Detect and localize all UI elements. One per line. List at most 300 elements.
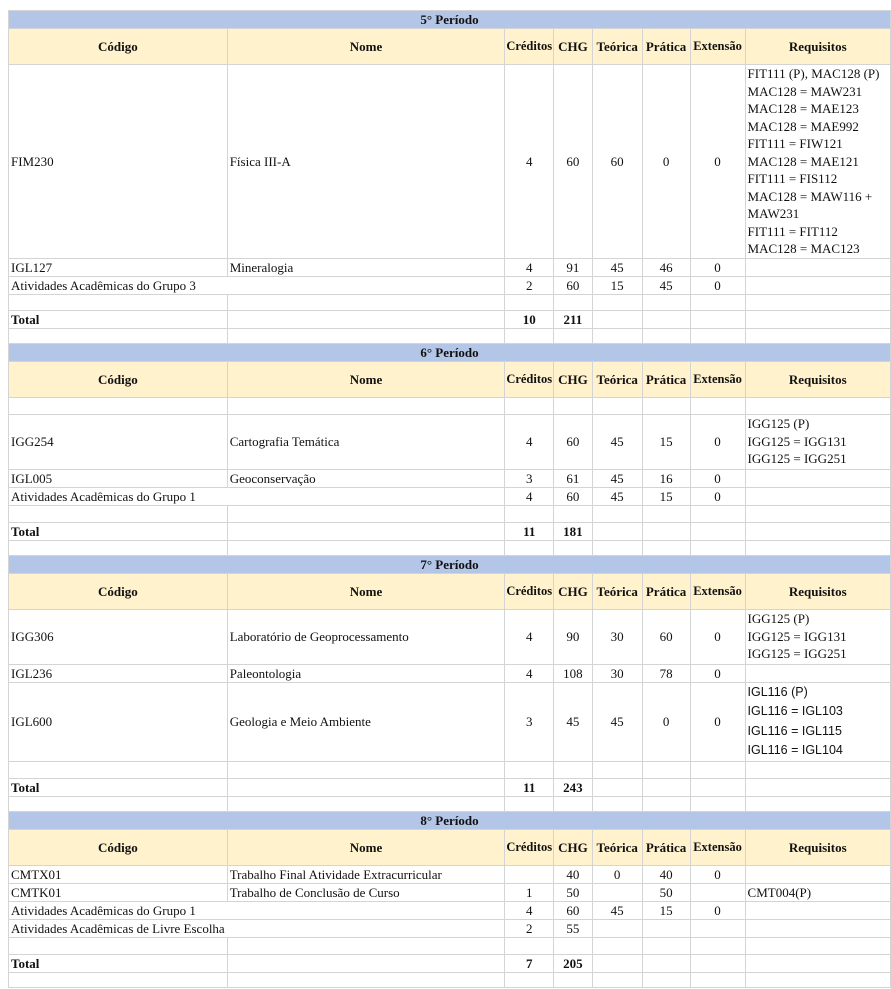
creditos-cell: 4 [505,664,554,682]
column-header: Nome [227,29,505,65]
empty-cell [745,505,890,522]
pratica-cell: 15 [642,487,690,505]
empty-cell [9,973,228,988]
empty-cell [227,294,505,310]
pratica-cell: 46 [642,258,690,276]
total-chg: 243 [554,778,593,796]
creditos-cell: 4 [505,902,554,920]
creditos-cell: 4 [505,414,554,469]
chg-cell: 60 [554,276,593,294]
period-title: 8° Período [9,811,891,829]
requisito-line: IGG125 = IGG251 [747,646,847,662]
column-header: Código [9,29,228,65]
empty-cell [554,938,593,955]
empty-cell [505,796,554,811]
chg-cell: 50 [554,883,593,902]
course-row [9,469,891,487]
requisitos-cell [745,664,890,682]
empty-cell [554,761,593,778]
column-header: Requisitos [745,29,890,65]
pratica-cell: 0 [642,682,690,761]
teorica-cell: 30 [592,609,642,664]
teorica-cell [592,883,642,902]
column-header: Requisitos [745,573,890,609]
extensao-cell: 0 [690,65,745,259]
empty-cell [642,310,690,328]
course-row [9,883,891,902]
pratica-cell: 45 [642,276,690,294]
column-header: Código [9,361,228,397]
teorica-cell: 45 [592,487,642,505]
requisitos-cell [745,276,890,294]
total-creditos: 11 [505,778,554,796]
codigo-cell: Atividades Acadêmicas do Grupo 1 [9,902,228,920]
requisitos-cell [745,865,890,883]
codigo-cell: IGL236 [9,664,228,682]
creditos-cell: 3 [505,682,554,761]
column-header: Requisitos [745,361,890,397]
column-header: Créditos [505,829,554,865]
extensao-cell: 0 [690,682,745,761]
extensao-cell: 0 [690,664,745,682]
chg-cell: 60 [554,65,593,259]
empty-cell [554,505,593,522]
empty-cell [505,938,554,955]
extensao-cell: 0 [690,487,745,505]
pratica-cell: 15 [642,902,690,920]
empty-cell [690,778,745,796]
empty-cell [505,397,554,414]
chg-cell: 91 [554,258,593,276]
empty-cell [227,761,505,778]
empty-cell [592,294,642,310]
nome-cell: Cartografia Temática [227,414,505,469]
empty-cell [592,540,642,555]
empty-cell [9,294,228,310]
codigo-cell: IGL005 [9,469,228,487]
column-header: CHG [554,573,593,609]
empty-cell [227,397,505,414]
teorica-cell: 45 [592,682,642,761]
period-title-row [9,555,891,573]
empty-cell [642,761,690,778]
creditos-cell: 2 [505,920,554,938]
column-header: Nome [227,361,505,397]
empty-cell [227,540,505,555]
codigo-cell: FIM230 [9,65,228,259]
column-header: Nome [227,573,505,609]
empty-cell [642,796,690,811]
pratica-cell: 50 [642,883,690,902]
column-header: Código [9,829,228,865]
requisito-line: MAC128 = MAW116 + MAW231 [747,188,873,221]
requisito-line: FIT111 = FIW121 [747,136,843,151]
column-header: Teórica [592,361,642,397]
requisito-line: MAC128 = MAE992 [747,118,859,134]
course-row [9,865,891,883]
empty-cell [642,540,690,555]
total-row [9,955,891,973]
blank-row [9,505,891,522]
empty-cell [592,328,642,343]
empty-cell [642,294,690,310]
blank-row [9,294,891,310]
empty-cell [745,540,890,555]
empty-cell [592,310,642,328]
pratica-cell: 60 [642,609,690,664]
chg-cell: 90 [554,609,593,664]
empty-cell [592,973,642,988]
column-header: Extensão [690,573,745,609]
empty-cell [690,973,745,988]
empty-cell [745,796,890,811]
requisitos-cell [745,682,890,761]
empty-cell [745,522,890,540]
requisito-line: IGL116 (P) [747,684,808,699]
empty-cell [505,540,554,555]
empty-cell [592,778,642,796]
creditos-cell: 3 [505,469,554,487]
course-row [9,682,891,761]
requisito-line: MAC128 = MAE123 [747,101,859,116]
empty-cell [227,778,505,796]
nome-cell [227,276,505,294]
empty-cell [554,540,593,555]
teorica-cell: 45 [592,902,642,920]
codigo-cell: IGG254 [9,414,228,469]
empty-cell [642,328,690,343]
codigo-cell: Atividades Acadêmicas do Grupo 3 [9,276,228,294]
empty-cell [227,328,505,343]
codigo-cell: IGG306 [9,609,228,664]
column-header-row [9,829,891,865]
chg-cell: 108 [554,664,593,682]
teorica-cell: 45 [592,469,642,487]
empty-cell [745,778,890,796]
empty-cell [642,973,690,988]
requisito-line: MAC128 = MAW231 [747,83,863,99]
empty-cell [642,397,690,414]
empty-cell [554,796,593,811]
column-header-row [9,573,891,609]
nome-cell [227,487,505,505]
extensao-cell: 0 [690,609,745,664]
total-row [9,310,891,328]
teorica-cell: 45 [592,258,642,276]
creditos-cell: 1 [505,883,554,902]
empty-cell [745,397,890,414]
total-chg: 205 [554,955,593,973]
course-row [9,65,891,259]
nome-cell: Física III-A [227,65,505,259]
column-header: Créditos [505,29,554,65]
empty-cell [690,310,745,328]
empty-cell [642,955,690,973]
nome-cell: Laboratório de Geoprocessamento [227,609,505,664]
empty-cell [690,540,745,555]
chg-cell: 45 [554,682,593,761]
requisitos-cell [745,469,890,487]
empty-cell [227,522,505,540]
empty-cell [690,294,745,310]
requisitos-cell [745,65,890,259]
extensao-cell: 0 [690,258,745,276]
total-creditos: 11 [505,522,554,540]
nome-cell [227,902,505,920]
column-header: Créditos [505,361,554,397]
empty-cell [642,505,690,522]
total-chg: 181 [554,522,593,540]
empty-cell [592,522,642,540]
total-creditos: 7 [505,955,554,973]
column-header: Prática [642,361,690,397]
nome-cell: Geologia e Meio Ambiente [227,682,505,761]
period-title: 5° Período [9,11,891,29]
chg-cell: 60 [554,414,593,469]
empty-cell [9,938,228,955]
extensao-cell: 0 [690,414,745,469]
pratica-cell: 78 [642,664,690,682]
empty-cell [690,761,745,778]
empty-cell [690,522,745,540]
requisito-line: IGG125 (P) [747,611,810,627]
empty-cell [227,955,505,973]
empty-cell [592,796,642,811]
total-creditos: 10 [505,310,554,328]
empty-cell [554,294,593,310]
chg-cell: 55 [554,920,593,938]
teorica-cell: 15 [592,276,642,294]
blank-row [9,761,891,778]
empty-cell [745,310,890,328]
course-row [9,664,891,682]
creditos-cell: 4 [505,609,554,664]
teorica-cell [592,920,642,938]
course-row [9,414,891,469]
blank-row [9,938,891,955]
empty-cell [690,955,745,973]
course-row [9,276,891,294]
blank-row [9,796,891,811]
blank-row [9,397,891,414]
column-header: CHG [554,361,593,397]
chg-cell: 61 [554,469,593,487]
empty-cell [227,796,505,811]
requisito-line: IGG125 = IGG131 [747,433,847,449]
chg-cell: 60 [554,902,593,920]
course-row [9,902,891,920]
chg-cell: 60 [554,487,593,505]
nome-cell: Trabalho de Conclusão de Curso [227,883,505,902]
requisitos-cell [745,258,890,276]
column-header: Requisitos [745,829,890,865]
requisito-line: MAC128 = MAE121 [747,153,859,169]
requisito-line: MAC128 = MAC123 [747,241,860,256]
empty-cell [227,505,505,522]
empty-cell [690,938,745,955]
column-header: Teórica [592,573,642,609]
empty-cell [592,505,642,522]
column-header: CHG [554,29,593,65]
creditos-cell: 4 [505,487,554,505]
requisito-line: CMT004(P) [747,884,812,900]
empty-cell [505,973,554,988]
column-header: Código [9,573,228,609]
empty-cell [554,973,593,988]
blank-row [9,540,891,555]
empty-cell [505,328,554,343]
period-title-row [9,811,891,829]
column-header-row [9,361,891,397]
total-row [9,522,891,540]
empty-cell [592,955,642,973]
teorica-cell: 0 [592,865,642,883]
extensao-cell: 0 [690,865,745,883]
nome-cell: Trabalho Final Atividade Extracurricular [227,865,505,883]
requisito-line: FIT111 = FIS112 [747,171,838,186]
codigo-cell: Atividades Acadêmicas de Livre Escolha [9,920,228,938]
empty-cell [505,294,554,310]
creditos-cell [505,865,554,883]
column-header: CHG [554,829,593,865]
column-header: Extensão [690,829,745,865]
total-label: Total [9,778,228,796]
creditos-cell: 2 [505,276,554,294]
requisitos-cell [745,487,890,505]
pratica-cell: 0 [642,65,690,259]
creditos-cell: 4 [505,258,554,276]
nome-cell [227,920,505,938]
requisito-line: IGG125 (P) [747,416,810,432]
empty-cell [592,938,642,955]
empty-cell [745,294,890,310]
course-row [9,487,891,505]
pratica-cell: 15 [642,414,690,469]
empty-cell [642,778,690,796]
empty-cell [745,938,890,955]
period-title-row [9,11,891,29]
empty-cell [690,796,745,811]
requisito-line: FIT111 (P), MAC128 (P) [747,66,880,81]
requisito-line: FIT111 = FIT112 [747,223,838,239]
empty-cell [9,505,228,522]
empty-cell [9,796,228,811]
empty-cell [9,540,228,555]
empty-cell [554,397,593,414]
column-header: Nome [227,829,505,865]
empty-cell [745,973,890,988]
total-chg: 211 [554,310,593,328]
requisito-line: IGG125 = IGG251 [747,451,847,467]
nome-cell: Geoconservação [227,469,505,487]
blank-row [9,328,891,343]
empty-cell [9,328,228,343]
nome-cell: Mineralogia [227,258,505,276]
course-row [9,920,891,938]
column-header: Teórica [592,29,642,65]
empty-cell [505,505,554,522]
curriculum-table [8,10,891,988]
empty-cell [9,397,228,414]
extensao-cell [690,920,745,938]
column-header: Teórica [592,829,642,865]
column-header-row [9,29,891,65]
creditos-cell: 4 [505,65,554,259]
codigo-cell: IGL600 [9,682,228,761]
empty-cell [642,522,690,540]
blank-row [9,973,891,988]
codigo-cell: Atividades Acadêmicas do Grupo 1 [9,487,228,505]
empty-cell [745,955,890,973]
requisitos-cell [745,609,890,664]
empty-cell [642,938,690,955]
pratica-cell: 40 [642,865,690,883]
empty-cell [745,761,890,778]
empty-cell [690,397,745,414]
total-label: Total [9,310,228,328]
requisito-line: IGG125 = IGG131 [747,628,847,644]
extensao-cell: 0 [690,902,745,920]
teorica-cell: 60 [592,65,642,259]
total-row [9,778,891,796]
requisitos-cell [745,902,890,920]
requisitos-cell [745,414,890,469]
column-header: Extensão [690,361,745,397]
empty-cell [227,310,505,328]
requisitos-cell [745,920,890,938]
chg-cell: 40 [554,865,593,883]
pratica-cell: 16 [642,469,690,487]
requisito-line: IGL116 = IGL104 [747,743,843,757]
teorica-cell: 30 [592,664,642,682]
nome-cell: Paleontologia [227,664,505,682]
codigo-cell: CMTX01 [9,865,228,883]
teorica-cell: 45 [592,414,642,469]
codigo-cell: IGL127 [9,258,228,276]
codigo-cell: CMTK01 [9,883,228,902]
requisito-line: IGL116 = IGL115 [747,723,842,738]
period-title: 6° Período [9,343,891,361]
extensao-cell: 0 [690,469,745,487]
empty-cell [227,938,505,955]
empty-cell [505,761,554,778]
requisitos-cell [745,883,890,902]
extensao-cell: 0 [690,276,745,294]
empty-cell [592,397,642,414]
empty-cell [690,505,745,522]
course-row [9,609,891,664]
empty-cell [9,761,228,778]
pratica-cell [642,920,690,938]
column-header: Prática [642,29,690,65]
column-header: Prática [642,829,690,865]
extensao-cell [690,883,745,902]
empty-cell [745,328,890,343]
column-header: Créditos [505,573,554,609]
column-header: Prática [642,573,690,609]
course-row [9,258,891,276]
empty-cell [227,973,505,988]
empty-cell [690,328,745,343]
total-label: Total [9,522,228,540]
period-title: 7° Período [9,555,891,573]
column-header: Extensão [690,29,745,65]
empty-cell [592,761,642,778]
empty-cell [554,328,593,343]
total-label: Total [9,955,228,973]
period-title-row [9,343,891,361]
requisito-line: IGL116 = IGL103 [747,704,843,718]
